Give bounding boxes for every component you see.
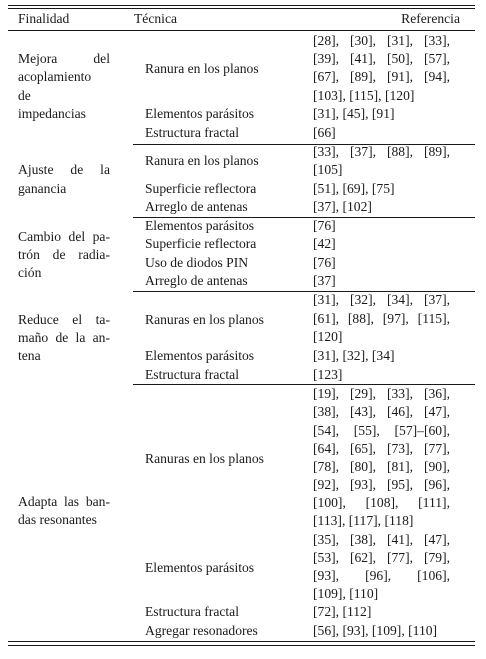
bottom-rule-2	[8, 645, 475, 646]
referencia-line: [109], [110]	[313, 586, 379, 601]
referencia-line: [53], [62], [77], [79],	[313, 550, 450, 565]
tecnica-cell: Ranura en los planos	[145, 61, 259, 76]
referencia-line: [123]	[313, 367, 343, 382]
referencia-line: [51], [69], [75]	[313, 181, 395, 196]
referencia-line: [31], [45], [91]	[313, 106, 395, 121]
tecnica-cell: Ranuras en los planos	[145, 312, 264, 327]
finalidad-line: ganancia	[18, 181, 67, 196]
referencia-line: [37], [102]	[313, 199, 372, 214]
referencia-line: [92], [93], [95], [96],	[313, 477, 450, 492]
tecnica-cell: Estructura fractal	[145, 367, 239, 382]
referencia-line: [31], [32], [34], [37],	[313, 292, 450, 307]
header-referencia: Referencia	[401, 11, 460, 26]
referencia-line: [100], [108], [111],	[313, 495, 450, 510]
finalidad-line: impedancias	[18, 106, 86, 121]
tecnica-cell: Superficie reflectora	[145, 181, 257, 196]
tecnica-cell: Ranuras en los planos	[145, 451, 264, 466]
referencia-line: [54], [55], [57]–[60],	[313, 423, 450, 438]
tecnica-cell: Elementos parásitos	[145, 348, 255, 363]
referencia-line: [31], [32], [34]	[313, 348, 395, 363]
referencia-line: [105]	[313, 162, 343, 177]
tecnica-cell: Elementos parásitos	[145, 106, 255, 121]
finalidad-line: maño de la an-	[18, 330, 110, 345]
finalidad-line: Cambio del pa-	[18, 229, 110, 244]
tecnica-cell: Uso de diodos PIN	[145, 255, 249, 270]
referencia-line: [37]	[313, 273, 336, 288]
finalidad-line: Adapta las ban-	[18, 494, 110, 509]
header-tecnica: Técnica	[134, 11, 178, 26]
referencia-line: [33], [37], [88], [89],	[313, 144, 450, 159]
referencia-line: [19], [29], [33], [36],	[313, 386, 450, 401]
finalidad-line: Ajuste de la	[18, 162, 110, 177]
referencia-line: [103], [115], [120]	[313, 88, 415, 103]
referencia-line: [38], [43], [46], [47],	[313, 404, 450, 419]
finalidad-line: das resonantes	[18, 512, 97, 527]
tecnica-cell: Elementos parásitos	[145, 560, 255, 575]
referencia-line: [28], [30], [31], [33],	[313, 33, 450, 48]
referencia-line: [93], [96], [106],	[313, 568, 450, 583]
referencia-line: [67], [89], [91], [94],	[313, 69, 450, 84]
tecnica-cell: Elementos parásitos	[145, 218, 255, 233]
tecnica-cell: Arreglo de antenas	[145, 273, 248, 288]
tecnica-cell: Agregar resonadores	[145, 623, 258, 638]
header-finalidad: Finalidad	[18, 11, 70, 26]
referencia-line: [39], [41], [50], [57],	[313, 51, 450, 66]
top-rule-1	[8, 5, 475, 6]
referencia-line: [66]	[313, 125, 336, 140]
header-rule	[8, 30, 475, 31]
finalidad-line: Mejora del	[18, 51, 110, 66]
finalidad-line: trón de radia-	[18, 247, 110, 262]
referencia-line: [56], [93], [109], [110]	[313, 623, 438, 638]
tecnica-cell: Estructura fractal	[145, 125, 239, 140]
tecnica-cell: Ranura en los planos	[145, 153, 259, 168]
finalidad-line: ción	[18, 265, 42, 280]
referencia-line: [61], [88], [97], [115],	[313, 311, 450, 326]
finalidad-line: Reduce el ta-	[18, 312, 110, 327]
referencia-line: [113], [117], [118]	[313, 513, 414, 528]
referencia-line: [64], [65], [73], [77],	[313, 441, 450, 456]
referencia-line: [42]	[313, 236, 336, 251]
tecnica-cell: Arreglo de antenas	[145, 199, 248, 214]
referencia-line: [78], [80], [81], [90],	[313, 459, 450, 474]
finalidad-line: acoplamiento	[18, 69, 92, 84]
referencia-line: [35], [38], [41], [47],	[313, 532, 450, 547]
top-rule-2	[8, 8, 475, 9]
referencia-line: [72], [112]	[313, 604, 372, 619]
tecnica-cell: Superficie reflectora	[145, 236, 257, 251]
bottom-rule-1	[8, 641, 475, 642]
referencia-line: [76]	[313, 218, 336, 233]
referencia-line: [76]	[313, 255, 336, 270]
finalidad-line: de	[18, 88, 31, 103]
tecnica-cell: Estructura fractal	[145, 604, 239, 619]
referencia-line: [120]	[313, 329, 343, 344]
finalidad-line: tena	[18, 348, 41, 363]
